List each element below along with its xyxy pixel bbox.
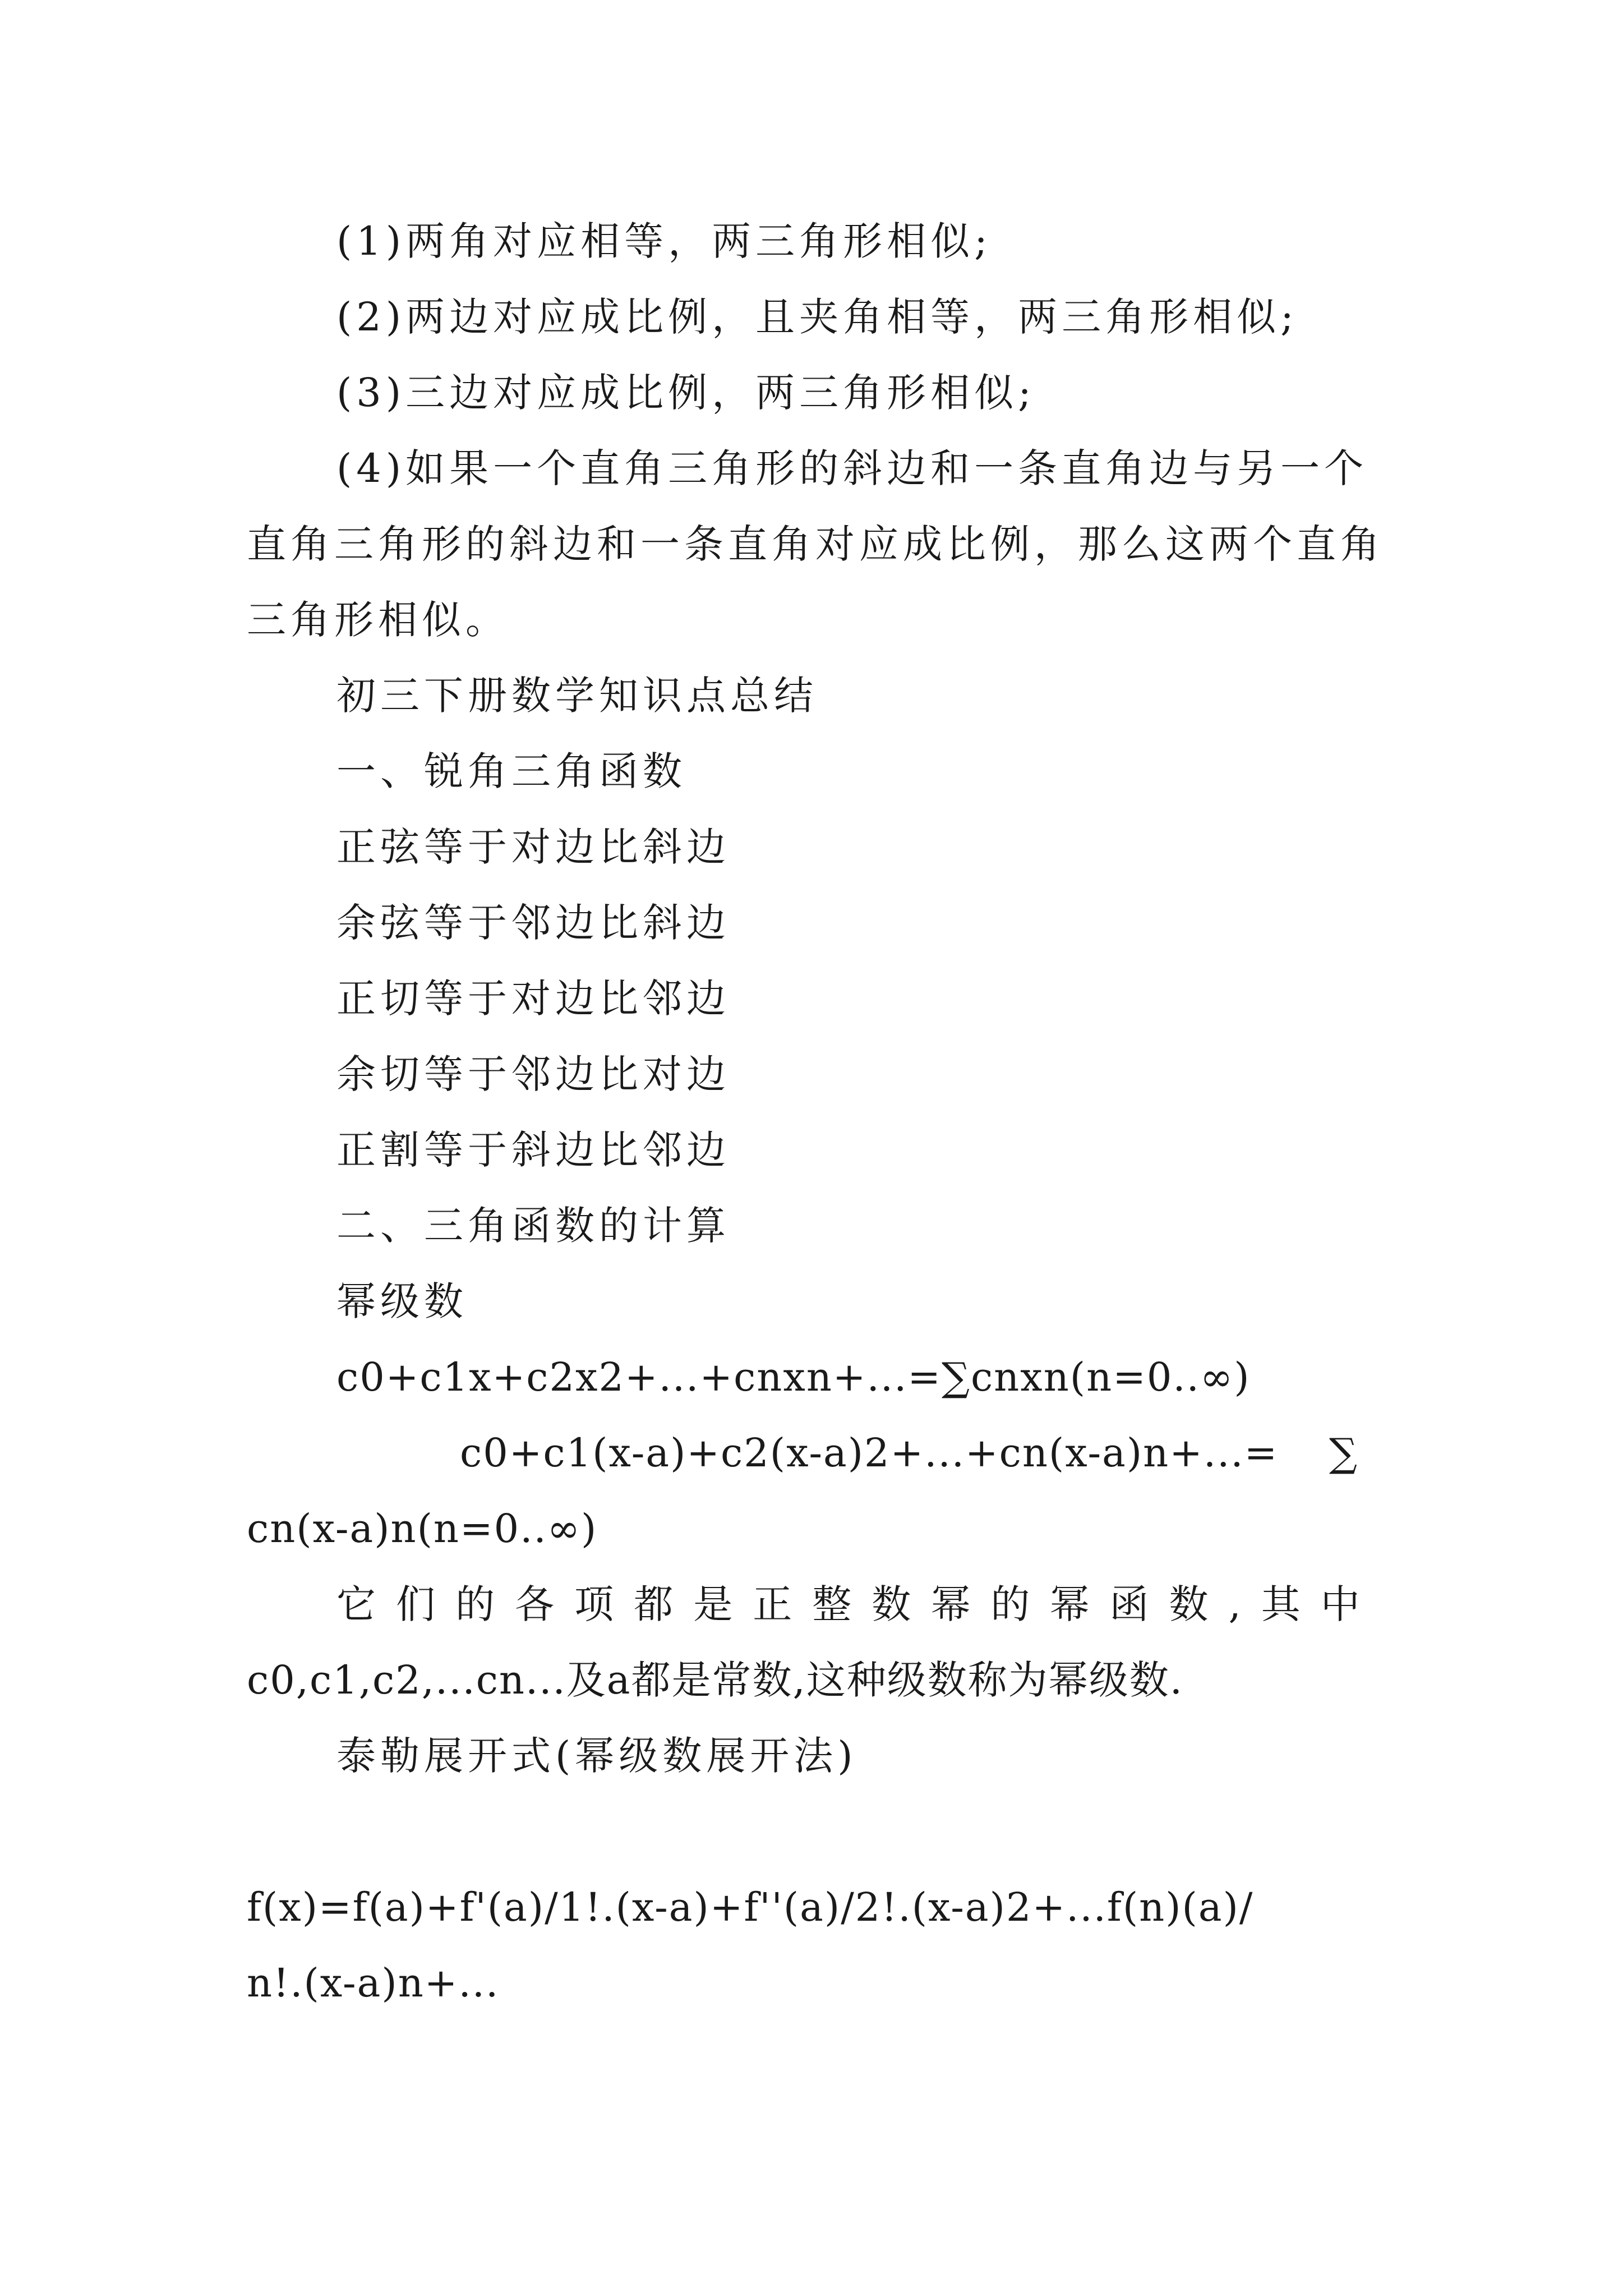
similarity-condition-1: (1)两角对应相等，两三角形相似; [336, 218, 992, 264]
power-series-description-line-2: c0,c1,c2,...cn...及a都是常数,这种级数称为幂级数. [247, 1657, 1184, 1703]
similarity-condition-2: (2)两边对应成比例，且夹角相等，两三角形相似; [336, 294, 1298, 340]
taylor-formula-line-2: n!.(x-a)n+... [247, 1960, 500, 2006]
heading-taylor-expansion: 泰勒展开式(幂级数展开法) [336, 1733, 857, 1779]
similarity-condition-4-line-2: 直角三角形的斜边和一条直角对应成比例，那么这两个直角 [247, 521, 1384, 567]
heading-acute-trig: 一、锐角三角函数 [336, 748, 686, 794]
shifted-power-series-formula: c0+c1(x-a)+c2(x-a)2+...+cn(x-a)n+...= [460, 1430, 1279, 1476]
taylor-formula-line-1: f(x)=f(a)+f'(a)/1!.(x-a)+f''(a)/2!.(x-a)2+...f(n)(a)/ [247, 1884, 1254, 1930]
sine-definition: 正弦等于对边比斜边 [336, 824, 730, 870]
power-series-description-line-1: 它 们 的 各 项 都 是 正 整 数 幂 的 幂 函 数 , 其 中 [336, 1581, 1360, 1627]
power-series-formula: c0+c1x+c2x2+...+cnxn+...=∑cnxn(n=0..∞) [336, 1354, 1251, 1400]
secant-definition: 正割等于斜边比邻边 [336, 1127, 730, 1173]
cosine-definition: 余弦等于邻边比斜边 [336, 900, 730, 946]
heading-power-series: 幂级数 [336, 1278, 468, 1324]
section-title: 初三下册数学知识点总结 [336, 673, 818, 719]
similarity-condition-3: (3)三边对应成比例，两三角形相似; [336, 370, 1036, 416]
heading-trig-calculation: 二、三角函数的计算 [336, 1203, 730, 1249]
tangent-definition: 正切等于对边比邻边 [336, 976, 730, 1022]
similarity-condition-4-line-3: 三角形相似。 [247, 597, 509, 643]
cotangent-definition: 余切等于邻边比对边 [336, 1051, 730, 1097]
sum-symbol: ∑ [1329, 1430, 1362, 1476]
shifted-power-series-sum: cn(x-a)n(n=0..∞) [247, 1506, 598, 1552]
similarity-condition-4-line-1: (4)如果一个直角三角形的斜边和一条直角边与另一个 [336, 445, 1368, 491]
